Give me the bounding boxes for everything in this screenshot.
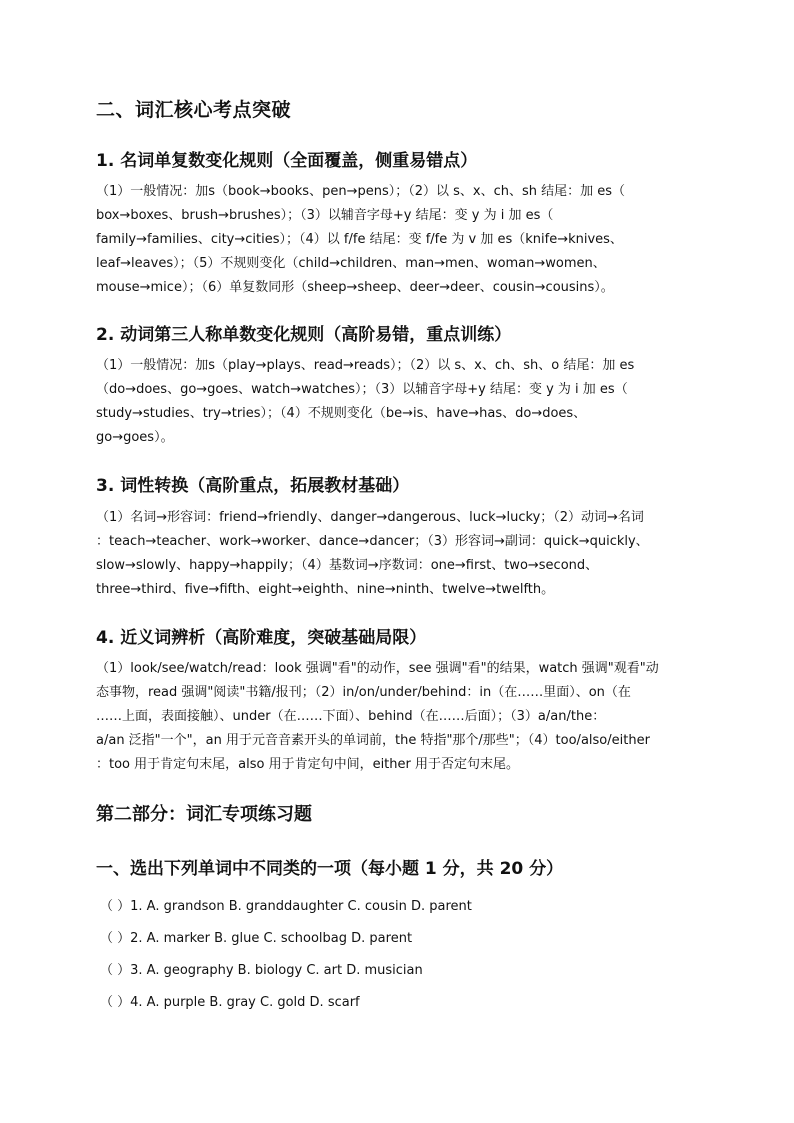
rule-body-synonyms — [96, 657, 706, 777]
text-line: （1）一般情况：加s（play→plays、read→reads）；（2）以 s、x、ch、sh、o 结尾：加 es — [96, 358, 635, 373]
text-line: go→goes）。 — [96, 430, 174, 445]
question-item: （ ）1. A. grandson B. granddaughter C. cousin D. parent — [100, 899, 472, 914]
rule-body-verbs — [96, 354, 706, 450]
text-line: box→boxes、brush→brushes）；（3）以辅音字母+y 结尾：变 y 为 i 加 es（ — [96, 208, 554, 223]
text-line: （1）look/see/watch/read：look 强调"看"的动作，see 强调"看"的结果，watch 强调"观看"动 — [96, 661, 659, 676]
rule-title-verbs: 2. 动词第三人称单数变化规则（高阶易错，重点训练） — [96, 325, 512, 345]
text-line: family→families、city→cities）；（4）以 f/fe 结尾：变 f/fe 为 v 加 es（knife→knives、 — [96, 232, 623, 247]
rule-body-nouns — [96, 180, 706, 300]
part-two-heading: 第二部分：词汇专项练习题 — [96, 804, 312, 825]
text-line: a/an 泛指"一个"，an 用于元音音素开头的单词前，the 特指"那个/那些"；（4）too/also/either — [96, 733, 650, 748]
text-line: （1）名词→形容词：friend→friendly、danger→dangerous、luck→lucky；（2）动词→名词 — [96, 510, 644, 525]
rule-body-word-class — [96, 506, 706, 602]
question-item: （ ）4. A. purple B. gray C. gold D. scarf — [100, 995, 360, 1010]
text-line: slow→slowly、happy→happily；（4）基数词→序数词：one→first、two→second、 — [96, 558, 599, 573]
text-line: 态事物，read 强调"阅读"书籍/报刊；（2）in/on/under/behind：in（在……里面）、on（在 — [96, 685, 631, 700]
text-line: three→third、five→fifth、eight→eighth、nine→ninth、twelve→twelfth。 — [96, 582, 555, 597]
text-line: （do→does、go→goes、watch→watches）；（3）以辅音字母+y 结尾：变 y 为 i 加 es（ — [96, 382, 628, 397]
text-line: leaf→leaves）；（5）不规则变化（child→children、man→men、woman→women、 — [96, 256, 606, 271]
text-line: ：too 用于肯定句末尾，also 用于肯定句中间，either 用于否定句末尾。 — [96, 757, 519, 772]
text-line: ……上面，表面接触）、under（在……下面）、behind（在……后面）；（3）a/an/the： — [96, 709, 606, 724]
question-item: （ ）3. A. geography B. biology C. art D. musician — [100, 963, 423, 978]
exercise-title: 一、选出下列单词中不同类的一项（每小题 1 分，共 20 分） — [96, 859, 564, 879]
text-line: ：teach→teacher、work→worker、dance→dancer；（3）形容词→副词：quick→quickly、 — [96, 534, 649, 549]
text-line: （1）一般情况：加s（book→books、pen→pens）；（2）以 s、x、ch、sh 结尾：加 es（ — [96, 184, 626, 199]
rule-title-synonyms: 4. 近义词辨析（高阶难度，突破基础局限） — [96, 628, 427, 648]
text-line: study→studies、try→tries）；（4）不规则变化（be→is、have→has、do→does、 — [96, 406, 587, 421]
rule-title-nouns: 1. 名词单复数变化规则（全面覆盖，侧重易错点） — [96, 151, 478, 171]
section-heading: 二、词汇核心考点突破 — [96, 99, 292, 121]
question-item: （ ）2. A. marker B. glue C. schoolbag D. parent — [100, 931, 413, 946]
rule-title-word-class: 3. 词性转换（高阶重点，拓展教材基础） — [96, 476, 410, 496]
text-line: mouse→mice）；（6）单复数同形（sheep→sheep、deer→deer、cousin→cousins）。 — [96, 280, 614, 295]
